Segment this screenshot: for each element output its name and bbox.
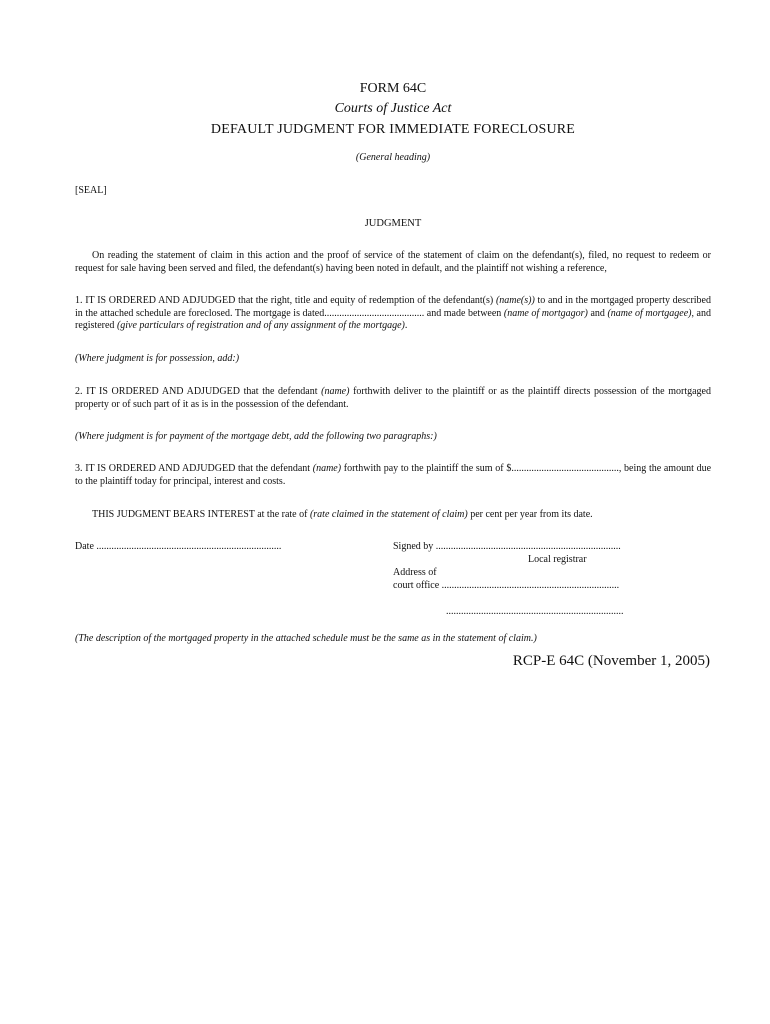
paragraph-3 xyxy=(75,463,711,488)
para2-name: (name) xyxy=(321,386,350,397)
paragraph-2 xyxy=(75,386,711,411)
para2-text-c: forthwith deliver to the plaintiff or as the plaintiff directs possession of the mortgaged property or of such part of it as is in the possession of the defendant. xyxy=(75,386,711,410)
form-number: FORM 64C xyxy=(359,81,427,96)
para1-text-a: 1. IT IS ORDERED AND ADJUDGED that the right, title and equity of redemption of the defendant(s) xyxy=(75,295,496,306)
para1-mortgagor: (name of mortgagor) xyxy=(503,307,588,319)
para1-text-i: . xyxy=(404,320,408,331)
seal-placeholder: [SEAL] xyxy=(75,185,107,196)
court-office-line: court office ....................................................................... xyxy=(393,580,620,591)
date-line: Date .......................................................................... xyxy=(75,541,282,552)
form-code: RCP-E 64C (November 1, 2005) xyxy=(512,653,710,669)
para3-text-c: forthwith pay to the plaintiff the sum of $..........................................., being the amount due to the plaintiff today for principal, interest and costs. xyxy=(75,463,712,487)
para3-text-a: 3. IT IS ORDERED AND ADJUDGED that the defendant xyxy=(75,463,313,474)
para3-name: (name) xyxy=(312,463,342,474)
para1-text-g: , and registered xyxy=(75,307,711,331)
signed-by-line: Signed by .......................................................................... xyxy=(393,541,621,552)
note-description: (The description of the mortgaged property in the attached schedule must be the same as in the statement of claim.) xyxy=(75,633,537,644)
court-office-extra-line: ....................................................................... xyxy=(446,606,624,617)
interest-paragraph xyxy=(75,509,711,522)
act-name: Courts of Justice Act xyxy=(334,101,452,116)
form-title: DEFAULT JUDGMENT FOR IMMEDIATE FORECLOSURE xyxy=(210,122,576,137)
address-label: Address of xyxy=(393,567,437,578)
local-registrar-label: Local registrar xyxy=(528,554,587,565)
general-heading: (General heading) xyxy=(355,152,431,163)
para1-mortgagee: (name of mortgagee) xyxy=(607,307,692,319)
intro-paragraph: On reading the statement of claim in this action and the proof of service of the statement of claim on the defendant(s), filed, no request to redeem or request for sale having been served and filed, the defendant(s) having been noted in default, and the plaintiff not wishing a reference, xyxy=(75,250,711,274)
para1-names: (name(s)) xyxy=(495,295,535,306)
para1-text-e: and xyxy=(587,307,608,319)
interest-rate: (rate claimed in the statement of claim) xyxy=(309,509,468,520)
paragraph-1 xyxy=(75,295,711,333)
para1-registration: (give particulars of registration and of any assignment of the mortgage) xyxy=(116,320,405,331)
para2-text-a: 2. IT IS ORDERED AND ADJUDGED that the defendant xyxy=(75,386,322,397)
note-possession: (Where judgment is for possession, add:) xyxy=(75,353,240,364)
interest-text-c: per cent per year from its date. xyxy=(467,509,593,520)
interest-text-a: THIS JUDGMENT BEARS INTEREST at the rate of xyxy=(92,509,310,520)
judgment-heading: JUDGMENT xyxy=(364,218,422,229)
para1-text-c: to and in the mortgaged property described in the attached schedule are foreclosed. The mortgage is dated........................................ and made between xyxy=(75,295,711,319)
note-payment: (Where judgment is for payment of the mortgage debt, add the following two paragraphs:) xyxy=(75,431,437,442)
